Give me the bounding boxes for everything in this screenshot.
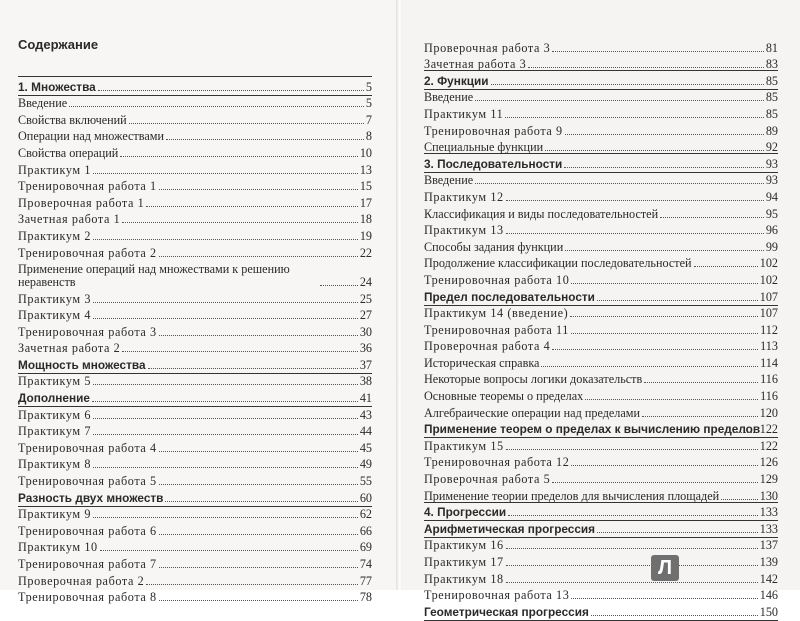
toc-page-number: 107 — [759, 289, 778, 304]
toc-section-heading[interactable] — [424, 503, 778, 520]
toc-entry[interactable] — [424, 121, 778, 138]
toc-entry-label: Применение операций над множествами к решению неравенств — [18, 261, 290, 289]
toc-entry-label: Практикум 8 — [18, 457, 92, 472]
toc-entry[interactable] — [424, 204, 778, 221]
toc-leader-dots — [565, 134, 764, 135]
toc-entry-label: Тренировочная работа 12 — [424, 455, 570, 470]
toc-page-number: 38 — [359, 374, 372, 389]
toc-entry[interactable] — [424, 104, 778, 121]
toc-leader-dots — [93, 239, 358, 240]
toc-entry[interactable] — [424, 536, 778, 553]
toc-entry-label: Практикум 9 — [18, 507, 92, 522]
toc-leader-dots — [159, 567, 358, 568]
toc-entry-label: Некоторые вопросы логики доказательств — [424, 372, 643, 387]
toc-entry[interactable] — [424, 237, 778, 254]
toc-page-number: 89 — [765, 123, 778, 138]
toc-leader-dots — [93, 173, 358, 174]
toc-leader-dots — [93, 434, 358, 435]
toc-entry-label: Алгебраические операции над пределами — [424, 405, 641, 420]
toc-page-number: 122 — [759, 438, 778, 453]
toc-page-number: 96 — [765, 223, 778, 238]
toc-page-number: 92 — [765, 140, 778, 155]
toc-entry[interactable] — [18, 289, 372, 306]
toc-entry[interactable] — [18, 521, 372, 538]
toc-page-number: 85 — [765, 90, 778, 105]
toc-entry-label: Проверочная работа 1 — [18, 195, 145, 210]
toc-leader-dots — [564, 167, 764, 168]
toc-entry-label: 4. Прогрессии — [424, 505, 507, 520]
toc-entry[interactable] — [424, 337, 778, 354]
toc-page-number: 133 — [759, 505, 778, 520]
toc-entry[interactable] — [18, 243, 372, 260]
toc-section-heading[interactable] — [18, 488, 372, 505]
toc-entry-label: Практикум 12 — [424, 189, 504, 204]
toc-entry-label: Предел последовательности — [424, 289, 595, 304]
toc-entry-label: Тренировочная работа 13 — [424, 588, 570, 603]
toc-leader-dots — [129, 123, 364, 124]
toc-entry-label: Операции над множествами — [18, 129, 164, 144]
toc-entry[interactable] — [424, 453, 778, 470]
toc-entry-label: Мощность множества — [18, 357, 146, 372]
toc-entry-label: Практикум 13 — [424, 223, 504, 238]
right-page — [402, 0, 800, 619]
toc-page-number: 24 — [359, 274, 372, 289]
toc-leader-dots — [565, 250, 764, 251]
toc-page-number: 146 — [759, 588, 778, 603]
toc-leader-dots — [475, 100, 764, 101]
toc-leader-dots — [597, 532, 758, 533]
toc-leader-dots — [571, 333, 758, 334]
toc-leader-dots — [122, 351, 357, 352]
toc-entry[interactable] — [424, 171, 778, 188]
toc-entry[interactable] — [424, 403, 778, 420]
toc-page-number: 133 — [759, 521, 778, 536]
toc-entry[interactable] — [18, 372, 372, 389]
toc-page-number: 22 — [359, 245, 372, 260]
toc-page-number: 77 — [359, 573, 372, 588]
toc-page-number: 27 — [359, 308, 372, 323]
toc-entry-label: Тренировочная работа 8 — [18, 590, 157, 605]
toc-page-number: 107 — [759, 306, 778, 321]
toc-page-number: 17 — [359, 195, 372, 210]
toc-leader-dots — [552, 51, 763, 52]
toc-page-number: 83 — [765, 57, 778, 72]
toc-section-heading[interactable] — [424, 602, 778, 619]
left-page — [0, 0, 398, 605]
toc-leader-dots — [571, 598, 757, 599]
toc-right-list — [424, 38, 778, 619]
toc-leader-dots — [694, 266, 758, 267]
toc-leader-dots — [506, 200, 764, 201]
toc-section-heading[interactable] — [18, 388, 372, 405]
toc-entry-label: Классификация и виды последовательностей — [424, 206, 659, 221]
toc-page-number: 122 — [759, 422, 778, 437]
toc-entry[interactable] — [18, 405, 372, 422]
toc-entry[interactable] — [18, 260, 372, 289]
toc-page-number: 102 — [759, 272, 778, 287]
toc-page-number: 45 — [359, 440, 372, 455]
toc-entry-label: Практикум 1 — [18, 162, 92, 177]
toc-page-number: 25 — [359, 291, 372, 306]
toc-entry-label: Практикум 17 — [424, 555, 504, 569]
toc-section-heading[interactable] — [424, 420, 778, 437]
toc-leader-dots — [146, 206, 357, 207]
toc-leader-dots — [93, 517, 358, 518]
toc-page-number: 139 — [759, 555, 778, 569]
toc-section-heading[interactable] — [18, 355, 372, 372]
toc-entry[interactable] — [18, 143, 372, 160]
toc-entry[interactable] — [424, 552, 778, 569]
toc-leader-dots — [120, 156, 358, 157]
toc-entry-label: Тренировочная работа 5 — [18, 474, 157, 489]
toc-entry-label: Введение — [424, 90, 474, 105]
toc-entry[interactable] — [18, 455, 372, 472]
toc-leader-dots — [146, 584, 357, 585]
toc-page-number: 129 — [759, 472, 778, 487]
toc-entry-label: Практикум 4 — [18, 308, 92, 323]
toc-leader-dots — [585, 399, 758, 400]
toc-entry[interactable] — [424, 586, 778, 603]
toc-leader-dots — [159, 451, 358, 452]
toc-entry-label: Тренировочная работа 10 — [424, 272, 570, 287]
toc-entry-label: Проверочная работа 5 — [424, 472, 551, 487]
publisher-logo — [651, 555, 679, 581]
toc-entry-label: Тренировочная работа 9 — [424, 123, 563, 138]
toc-entry-label: Практикум 7 — [18, 424, 92, 439]
toc-entry-label: Практикум 11 — [424, 106, 504, 121]
toc-entry-label: Зачетная работа 3 — [424, 57, 527, 72]
toc-left-list — [18, 71, 372, 604]
toc-page-number: 74 — [359, 557, 372, 572]
logo-letter: Л — [657, 557, 673, 579]
toc-leader-dots — [165, 501, 357, 502]
toc-leader-dots — [98, 90, 364, 91]
toc-page-number: 94 — [765, 189, 778, 204]
toc-leader-dots — [597, 300, 758, 301]
toc-page-number: 15 — [359, 179, 372, 194]
toc-entry-label: Практикум 3 — [18, 291, 92, 306]
toc-entry[interactable] — [18, 588, 372, 605]
toc-leader-dots — [506, 233, 764, 234]
toc-entry-label: 2. Функции — [424, 73, 489, 88]
toc-page-number: 78 — [359, 590, 372, 605]
toc-entry-label: Свойства операций — [18, 145, 119, 160]
toc-leader-dots — [100, 550, 358, 551]
toc-entry-label: Практикум 2 — [18, 228, 92, 243]
toc-page-number: 126 — [759, 455, 778, 470]
toc-leader-dots — [506, 565, 758, 566]
toc-leader-dots — [159, 189, 358, 190]
toc-entry-label: 3. Последовательности — [424, 156, 563, 171]
toc-entry-label: Продолжение классификации последовательностей — [424, 256, 692, 271]
toc-leader-dots — [93, 318, 358, 319]
toc-page-number: 85 — [765, 106, 778, 121]
toc-leader-dots — [320, 285, 358, 286]
toc-entry[interactable] — [424, 138, 778, 155]
toc-entry[interactable] — [424, 270, 778, 287]
toc-page-number: 37 — [359, 357, 372, 372]
toc-entry-label: Геометрическая прогрессия — [424, 604, 589, 619]
toc-page-number: 150 — [759, 604, 778, 619]
toc-entry[interactable] — [424, 38, 778, 55]
toc-section-heading[interactable] — [424, 154, 778, 171]
toc-page-number: 49 — [359, 457, 372, 472]
toc-leader-dots — [508, 515, 758, 516]
toc-leader-dots — [721, 499, 758, 500]
toc-leader-dots — [159, 484, 358, 485]
toc-entry[interactable] — [424, 320, 778, 337]
toc-page-number: 43 — [359, 407, 372, 422]
toc-entry[interactable] — [18, 160, 372, 177]
toc-entry[interactable] — [424, 436, 778, 453]
toc-entry[interactable] — [424, 469, 778, 486]
toc-entry[interactable] — [18, 554, 372, 571]
toc-page-number: 66 — [359, 523, 372, 538]
toc-entry-label: Введение — [18, 96, 68, 111]
toc-entry-label: Разность двух множеств — [18, 490, 164, 505]
toc-entry[interactable] — [18, 210, 372, 227]
toc-entry[interactable] — [18, 226, 372, 243]
toc-entry-label: Зачетная работа 1 — [18, 212, 121, 227]
toc-entry-label: Дополнение — [18, 391, 90, 406]
toc-page-number: 85 — [765, 73, 778, 88]
toc-entry[interactable] — [18, 538, 372, 555]
toc-entry[interactable] — [424, 353, 778, 370]
toc-leader-dots — [93, 418, 358, 419]
toc-leader-dots — [491, 84, 764, 85]
toc-leader-dots — [93, 467, 358, 468]
toc-page-number: 44 — [359, 424, 372, 439]
toc-page-number: 113 — [760, 339, 778, 354]
toc-entry-label: Способы задания функции — [424, 239, 564, 254]
toc-entry-label: Практикум 14 (введение) — [424, 306, 569, 321]
toc-leader-dots — [166, 139, 364, 140]
toc-page-number: 55 — [359, 474, 372, 489]
toc-leader-dots — [93, 384, 358, 385]
toc-entry-label: Тренировочная работа 1 — [18, 179, 157, 194]
toc-entry-label: Применение теории пределов для вычисления площадей — [424, 488, 720, 503]
toc-entry[interactable] — [424, 187, 778, 204]
toc-page-number: 8 — [365, 129, 372, 144]
toc-leader-dots — [528, 67, 763, 68]
toc-entry-label: Тренировочная работа 6 — [18, 523, 157, 538]
toc-entry[interactable] — [18, 471, 372, 488]
toc-leader-dots — [506, 449, 758, 450]
toc-entry-label: Практикум 6 — [18, 407, 92, 422]
toc-entry-label: Тренировочная работа 2 — [18, 245, 157, 260]
toc-entry[interactable] — [18, 438, 372, 455]
toc-entry[interactable] — [424, 486, 778, 503]
toc-leader-dots — [122, 222, 357, 223]
toc-title: Содержание — [18, 37, 99, 52]
toc-section-heading[interactable] — [424, 287, 778, 304]
toc-entry-label: Проверочная работа 3 — [424, 40, 551, 55]
toc-entry[interactable] — [18, 322, 372, 339]
toc-page-number: 30 — [359, 324, 372, 339]
toc-entry-label: Тренировочная работа 3 — [18, 324, 157, 339]
toc-page-number: 95 — [765, 206, 778, 221]
toc-page-number: 5 — [365, 96, 372, 111]
toc-entry[interactable] — [424, 88, 778, 105]
toc-page-number: 114 — [760, 355, 778, 370]
toc-entry-label: Проверочная работа 4 — [424, 339, 551, 354]
toc-entry-label: Арифметическая прогрессия — [424, 521, 596, 536]
toc-leader-dots — [552, 482, 757, 483]
toc-leader-dots — [505, 117, 764, 118]
toc-leader-dots — [159, 600, 358, 601]
toc-entry-label: 1. Множества — [18, 79, 96, 94]
toc-leader-dots — [571, 283, 757, 284]
toc-page-number: 99 — [765, 239, 778, 254]
toc-page-number: 62 — [359, 507, 372, 522]
toc-page-number: 81 — [765, 40, 778, 55]
toc-page-number: 60 — [359, 490, 372, 505]
toc-leader-dots — [570, 316, 757, 317]
toc-entry[interactable] — [424, 304, 778, 321]
toc-section-heading[interactable] — [424, 71, 778, 88]
toc-entry[interactable] — [424, 370, 778, 387]
toc-entry-label: Практикум 15 — [424, 438, 504, 453]
toc-page-number: 116 — [760, 389, 778, 404]
toc-entry[interactable] — [424, 55, 778, 72]
toc-entry[interactable] — [18, 306, 372, 323]
toc-page-number: 137 — [759, 538, 778, 553]
toc-entry[interactable] — [424, 569, 778, 586]
toc-leader-dots — [545, 150, 764, 151]
toc-leader-dots — [159, 534, 358, 535]
toc-page-number: 120 — [759, 405, 778, 420]
toc-leader-dots — [660, 217, 764, 218]
toc-leader-dots — [93, 302, 358, 303]
toc-leader-dots — [92, 401, 358, 402]
toc-entry-label: Применение теорем о пределах к вычислению пределов — [424, 422, 761, 437]
toc-leader-dots — [148, 368, 358, 369]
toc-leader-dots — [475, 183, 764, 184]
toc-leader-dots — [552, 349, 758, 350]
toc-entry[interactable] — [18, 339, 372, 356]
toc-leader-dots — [69, 106, 364, 107]
toc-leader-dots — [571, 465, 757, 466]
toc-entry-label: Введение — [424, 173, 474, 188]
toc-entry-label: Практикум 5 — [18, 374, 92, 389]
toc-leader-dots — [591, 615, 758, 616]
toc-leader-dots — [644, 382, 758, 383]
toc-entry[interactable] — [18, 110, 372, 127]
toc-leader-dots — [159, 335, 358, 336]
toc-page-number: 102 — [759, 256, 778, 271]
toc-entry-label: Историческая справка — [424, 355, 540, 370]
toc-page-number: 10 — [359, 145, 372, 160]
toc-leader-dots — [726, 432, 758, 433]
toc-entry[interactable] — [424, 254, 778, 271]
toc-page-number: 19 — [359, 228, 372, 243]
toc-page-number: 5 — [365, 79, 372, 94]
toc-entry-label: Практикум 18 — [424, 571, 504, 586]
toc-entry[interactable] — [18, 94, 372, 111]
toc-page-number: 18 — [359, 212, 372, 227]
toc-leader-dots — [159, 256, 358, 257]
toc-page-number: 13 — [359, 162, 372, 177]
toc-entry[interactable] — [18, 505, 372, 522]
toc-section-heading[interactable] — [18, 77, 372, 94]
toc-entry[interactable] — [18, 127, 372, 144]
toc-page-number: 142 — [759, 571, 778, 586]
toc-entry[interactable] — [18, 571, 372, 588]
toc-entry-label: Тренировочная работа 7 — [18, 557, 157, 572]
toc-page-number: 7 — [365, 112, 372, 127]
toc-entry[interactable] — [18, 177, 372, 194]
toc-page-number: 69 — [359, 540, 372, 555]
toc-entry-label: Основные теоремы о пределах — [424, 389, 584, 404]
toc-entry-label: Практикум 10 — [18, 540, 98, 555]
toc-entry-label: Проверочная работа 2 — [18, 573, 145, 588]
toc-leader-dots — [642, 416, 758, 417]
toc-page-number: 36 — [359, 341, 372, 356]
toc-entry[interactable] — [424, 386, 778, 403]
toc-entry[interactable] — [424, 221, 778, 238]
toc-entry-label: Тренировочная работа 4 — [18, 440, 157, 455]
toc-entry-label: Свойства включений — [18, 112, 127, 127]
toc-page-number: 130 — [759, 488, 778, 503]
toc-page-number: 116 — [760, 372, 778, 387]
toc-entry-label: Практикум 16 — [424, 538, 504, 553]
toc-entry-label: Зачетная работа 2 — [18, 341, 121, 356]
toc-entry-label: Тренировочная работа 11 — [424, 322, 569, 337]
toc-page-number: 93 — [765, 173, 778, 188]
toc-entry-label: Специальные функции — [424, 140, 544, 155]
toc-leader-dots — [506, 582, 758, 583]
toc-entry[interactable] — [18, 193, 372, 210]
toc-page-number: 93 — [765, 156, 778, 171]
toc-page-number: 112 — [760, 322, 778, 337]
toc-leader-dots — [541, 366, 758, 367]
toc-entry[interactable] — [18, 422, 372, 439]
toc-leader-dots — [506, 548, 758, 549]
toc-section-heading[interactable] — [424, 519, 778, 536]
toc-page-number: 41 — [359, 391, 372, 406]
